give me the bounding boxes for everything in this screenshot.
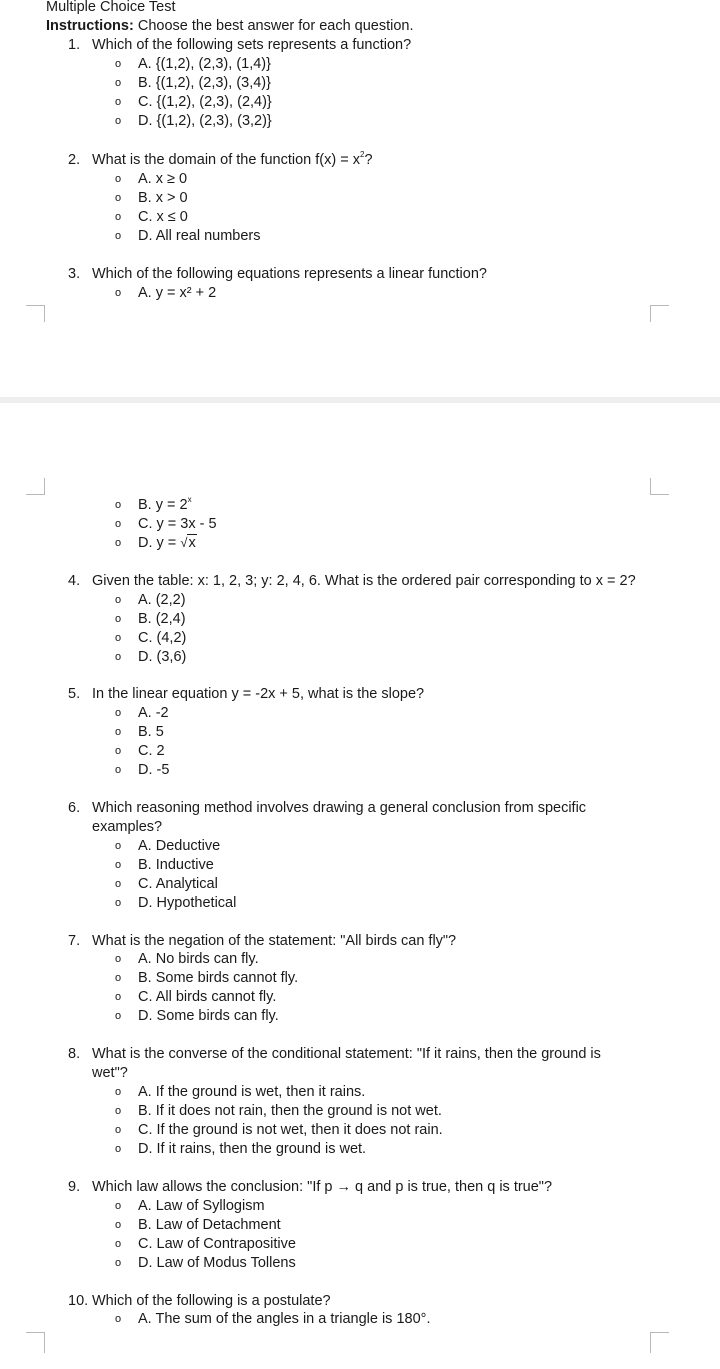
option-6d[interactable] [115, 895, 236, 911]
option-1d[interactable] [115, 113, 272, 129]
question-text-end: ? [364, 152, 373, 168]
question-number: 6. [68, 800, 81, 816]
option-text: C. x ≤ 0 [138, 209, 188, 225]
option-1b[interactable] [115, 75, 271, 91]
option-text: B. Inductive [138, 857, 214, 873]
option-5a[interactable] [115, 705, 169, 721]
option-6a[interactable] [115, 838, 220, 854]
bullet-icon: o [115, 96, 122, 108]
bullet-icon: o [115, 1010, 122, 1022]
option-7d[interactable] [115, 1008, 279, 1024]
question-1 [68, 37, 411, 53]
bullet-icon: o [115, 953, 122, 965]
option-9c[interactable] [115, 1236, 296, 1252]
bullet-icon: o [115, 58, 122, 70]
option-text: D. Some birds can fly. [138, 1008, 279, 1024]
bullet-icon: o [115, 77, 122, 89]
option-7b[interactable] [115, 970, 298, 986]
option-text: B. y = 2 [138, 497, 188, 513]
bullet-icon: o [115, 1313, 122, 1325]
question-number: 4. [68, 573, 81, 589]
bullet-icon: o [115, 897, 122, 909]
option-text: D. {(1,2), (2,3), (3,2)} [138, 113, 272, 129]
radicand: x [188, 535, 196, 551]
question-text: What is the converse of the conditional statement: "If it rains, then the ground is [92, 1046, 601, 1062]
option-7a[interactable] [115, 951, 259, 967]
bullet-icon: o [115, 115, 122, 127]
option-text: C. y = 3x - 5 [138, 516, 217, 532]
question-5 [68, 686, 424, 702]
option-8b[interactable] [115, 1103, 442, 1119]
bullet-icon: o [115, 726, 122, 738]
option-6b[interactable] [115, 857, 214, 873]
option-5c[interactable] [115, 743, 165, 759]
question-2 [68, 152, 373, 168]
instructions-text: Choose the best answer for each question. [133, 18, 414, 34]
page-corner-mark [650, 1332, 669, 1353]
bullet-icon: o [115, 745, 122, 757]
option-2d[interactable] [115, 228, 261, 244]
page-corner-mark [650, 305, 669, 322]
option-text: C. If the ground is not wet, then it does not rain. [138, 1122, 443, 1138]
option-4b[interactable] [115, 611, 186, 627]
option-1c[interactable] [115, 94, 272, 110]
option-3c[interactable] [115, 516, 217, 532]
option-text: B. x > 0 [138, 190, 188, 206]
exponent: 2 [359, 150, 365, 159]
bullet-icon: o [115, 230, 122, 242]
question-text: Which of the following is a postulate? [92, 1293, 331, 1309]
option-text: C. Law of Contrapositive [138, 1236, 296, 1252]
question-number: 5. [68, 686, 81, 702]
option-8d[interactable] [115, 1141, 366, 1157]
page-corner-mark [26, 478, 45, 495]
option-text: D. If it rains, then the ground is wet. [138, 1141, 367, 1157]
option-text: A. -2 [138, 705, 169, 721]
option-3d[interactable] [115, 535, 197, 551]
bullet-icon: o [115, 1200, 122, 1212]
option-text: C. {(1,2), (2,3), (2,4)} [138, 94, 272, 110]
option-text: A. Law of Syllogism [138, 1198, 265, 1214]
option-text: A. y = x² + 2 [138, 285, 217, 301]
bullet-icon: o [115, 707, 122, 719]
bullet-icon: o [115, 991, 122, 1003]
radical-sign-icon: √ [180, 535, 188, 550]
question-text: Given the table: x: 1, 2, 3; y: 2, 4, 6. What is the ordered pair corresponding to x = 2? [92, 573, 636, 589]
question-text: Which law allows the conclusion: "If p → q and p is true, then q is true"? [92, 1179, 553, 1195]
question-text-continued: examples? [92, 819, 163, 835]
bullet-icon: o [115, 499, 122, 511]
option-2b[interactable] [115, 190, 188, 206]
bullet-icon: o [115, 1143, 122, 1155]
option-text: D. Law of Modus Tollens [138, 1255, 296, 1271]
option-text: B. (2,4) [138, 611, 186, 627]
option-2c[interactable] [115, 209, 188, 225]
bullet-icon: o [115, 1219, 122, 1231]
bullet-icon: o [115, 1086, 122, 1098]
option-9b[interactable] [115, 1217, 281, 1233]
question-text: What is the negation of the statement: "All birds can fly"? [92, 933, 457, 949]
instructions-label: Instructions: [46, 18, 134, 34]
question-8 [68, 1046, 601, 1062]
option-text: B. {(1,2), (2,3), (3,4)} [138, 75, 271, 91]
option-1a[interactable] [115, 56, 271, 72]
option-text: A. (2,2) [138, 592, 186, 608]
option-text: A. The sum of the angles in a triangle is 180°. [138, 1311, 431, 1327]
option-text: D. (3,6) [138, 649, 187, 665]
question-number: 8. [68, 1046, 81, 1062]
bullet-icon: o [115, 651, 122, 663]
question-number: 3. [68, 266, 81, 282]
bullet-icon: o [115, 764, 122, 776]
option-text: C. 2 [138, 743, 165, 759]
page-corner-mark [26, 305, 45, 322]
option-5b[interactable] [115, 724, 164, 740]
option-text: D. All real numbers [138, 228, 261, 244]
question-3 [68, 266, 487, 282]
option-4a[interactable] [115, 592, 186, 608]
bullet-icon: o [115, 594, 122, 606]
question-number: 7. [68, 933, 81, 949]
option-3b[interactable] [115, 497, 192, 513]
bullet-icon: o [115, 1257, 122, 1269]
option-4d[interactable] [115, 649, 186, 665]
bullet-icon: o [115, 878, 122, 890]
option-8c[interactable] [115, 1122, 443, 1138]
bullet-icon: o [115, 840, 122, 852]
bullet-icon: o [115, 537, 122, 549]
bullet-icon: o [115, 632, 122, 644]
question-number: 10. [68, 1293, 89, 1309]
option-7c[interactable] [115, 989, 276, 1005]
option-text: A. {(1,2), (2,3), (1,4)} [138, 56, 271, 72]
option-2a[interactable] [115, 171, 187, 187]
option-text: B. Some birds cannot fly. [138, 970, 299, 986]
option-text: D. Hypothetical [138, 895, 237, 911]
option-5d[interactable] [115, 762, 169, 778]
bullet-icon: o [115, 173, 122, 185]
question-number: 2. [68, 152, 81, 168]
option-text: B. If it does not rain, then the ground is not wet. [138, 1103, 442, 1119]
option-text: D. -5 [138, 762, 170, 778]
option-text: C. Analytical [138, 876, 218, 892]
bullet-icon: o [115, 287, 122, 299]
instructions [46, 18, 414, 34]
question-text: Which reasoning method involves drawing a general conclusion from specific [92, 800, 587, 816]
bullet-icon: o [115, 613, 122, 625]
question-text: Which of the following equations represents a linear function? [92, 266, 487, 282]
option-text: B. 5 [138, 724, 164, 740]
option-text: A. x ≥ 0 [138, 171, 188, 187]
question-number: 1. [68, 37, 81, 53]
square-root [180, 535, 196, 551]
bullet-icon: o [115, 1124, 122, 1136]
question-text: What is the domain of the function f(x) = x [92, 152, 360, 168]
question-6 [68, 800, 586, 816]
exponent: x [187, 495, 192, 504]
bullet-icon: o [115, 972, 122, 984]
bullet-icon: o [115, 1238, 122, 1250]
option-8a[interactable] [115, 1084, 365, 1100]
bullet-icon: o [115, 192, 122, 204]
question-10 [68, 1293, 331, 1309]
page-corner-mark [26, 1332, 45, 1353]
option-text: C. (4,2) [138, 630, 187, 646]
option-9a[interactable] [115, 1198, 265, 1214]
question-9 [68, 1179, 552, 1195]
option-text: C. All birds cannot fly. [138, 989, 277, 1005]
option-text: A. No birds can fly. [138, 951, 259, 967]
bullet-icon: o [115, 211, 122, 223]
option-6c[interactable] [115, 876, 218, 892]
option-4c[interactable] [115, 630, 186, 646]
option-text: D. y = [138, 535, 181, 551]
option-text: B. Law of Detachment [138, 1217, 281, 1233]
option-text: A. If the ground is wet, then it rains. [138, 1084, 366, 1100]
bullet-icon: o [115, 518, 122, 530]
question-number: 9. [68, 1179, 81, 1195]
bullet-icon: o [115, 859, 122, 871]
option-9d[interactable] [115, 1255, 296, 1271]
question-text-continued: wet"? [92, 1065, 128, 1081]
test-title: Multiple Choice Test [46, 0, 176, 15]
question-7 [68, 933, 456, 949]
question-text: In the linear equation y = -2x + 5, what is the slope? [92, 686, 425, 702]
page-break [0, 397, 720, 403]
page-corner-mark [650, 478, 669, 495]
question-text: Which of the following sets represents a function? [92, 37, 412, 53]
option-3a[interactable] [115, 285, 216, 301]
option-10a[interactable] [115, 1311, 430, 1327]
question-4 [68, 573, 636, 589]
option-text: A. Deductive [138, 838, 221, 854]
bullet-icon: o [115, 1105, 122, 1117]
